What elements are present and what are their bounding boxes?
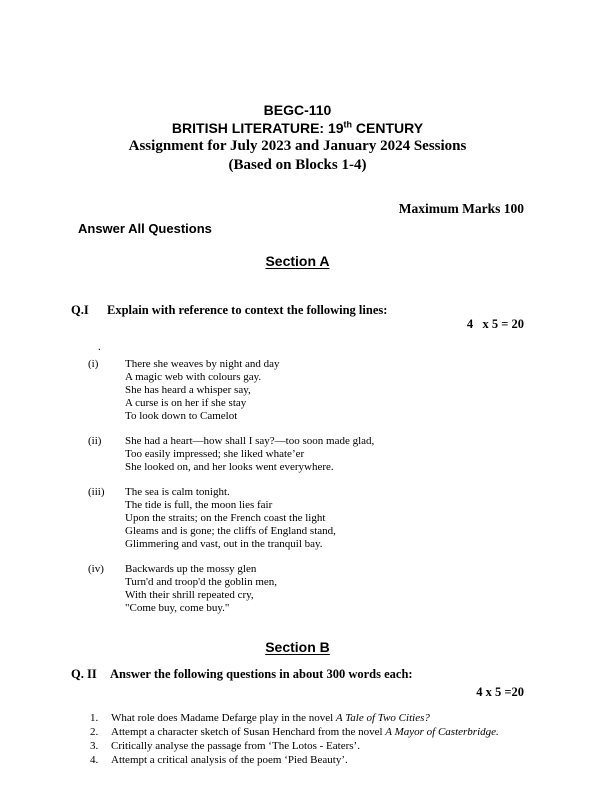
question-2-text: Answer the following questions in about 300 words each: [110, 667, 413, 681]
question-2-marks: 4 x 5 =20 [476, 685, 524, 699]
course-title-rest: CENTURY [352, 120, 424, 136]
poem-line: The sea is calm tonight. [125, 486, 230, 498]
question-2 [71, 667, 524, 681]
section-b-title-text: Section B [265, 639, 330, 655]
poem-line: Turn'd and troop'd the goblin men, [125, 576, 278, 588]
list-item-number: 3. [90, 740, 99, 752]
list-item-text [111, 753, 348, 767]
list-item-text-plain: Attempt a character sketch of Susan Henchard from the novel [111, 726, 386, 738]
course-title-superscript: th [343, 119, 353, 130]
stanza-ii [71, 435, 524, 474]
list-item [90, 739, 524, 753]
stanza-i-number: (i) [88, 358, 99, 370]
stanza-ii-lines [125, 435, 374, 474]
poem-line: She has heard a whisper say, [125, 384, 251, 396]
poem-line: Glimmering and vast, out in the tranquil bay. [125, 538, 323, 550]
poem-line: She had a heart—how shall I say?—too soon made glad, [125, 435, 375, 447]
poem-line: To look down to Camelot [125, 410, 238, 422]
list-item-text-italic: A Tale of Two Cities? [335, 712, 430, 724]
course-title [71, 119, 524, 137]
stanza-iv-number: (iv) [88, 563, 104, 575]
poem-line: There she weaves by night and day [125, 358, 280, 370]
poem-line: The tide is full, the moon lies fair [125, 499, 273, 511]
stanza-iii-lines [125, 486, 336, 551]
section-b-title [71, 639, 524, 656]
document-header [71, 101, 524, 175]
list-item [90, 711, 524, 725]
list-item-text-plain: What role does Madame Defarge play in the novel [111, 712, 336, 724]
list-item-number: 1. [90, 712, 99, 724]
poem-line: A curse is on her if she stay [125, 397, 247, 409]
stanza-iii [71, 486, 524, 551]
question-1-text: Explain with reference to context the following lines: [107, 303, 388, 317]
stanza-iii-number: (iii) [88, 486, 105, 498]
list-item-text-plain: Critically analyse the passage from ‘The Lotos - Eaters’. [111, 740, 360, 752]
poem-line: Too easily impressed; she liked whate’er [125, 448, 305, 460]
section-a-title [71, 253, 524, 270]
stray-period: . [98, 341, 101, 353]
list-item-text [111, 739, 360, 753]
question-2-label: Q. II [71, 667, 97, 681]
poem-line: "Come buy, come buy." [125, 602, 230, 614]
blocks-line: (Based on Blocks 1-4) [228, 157, 367, 173]
course-code: BEGC-110 [263, 102, 332, 118]
poem-line: A magic web with colours gay. [125, 371, 262, 383]
question-1-label: Q.I [71, 303, 89, 317]
list-item-text-italic: A Mayor of Casterbridge. [385, 726, 499, 738]
stanza-i [71, 358, 524, 423]
stanza-ii-number: (ii) [88, 435, 102, 447]
answer-all-questions: Answer All Questions [78, 221, 212, 236]
poem-line: Upon the straits; on the French coast the light [125, 512, 326, 524]
list-item [90, 753, 524, 767]
list-item-number: 2. [90, 726, 99, 738]
stanza-i-lines [125, 358, 280, 423]
poem-line: Gleams and is gone; the cliffs of England stand, [125, 525, 336, 537]
assignment-session-line: Assignment for July 2023 and January 2024 Sessions [128, 138, 467, 154]
maximum-marks: Maximum Marks 100 [398, 201, 524, 216]
poem-line: With their shrill repeated cry, [125, 589, 254, 601]
stanza-iv-lines [125, 563, 277, 615]
list-item-text [111, 725, 499, 739]
course-title-text: BRITISH LITERATURE: 19 [171, 120, 344, 136]
list-item-text [111, 711, 430, 725]
poem-line: Backwards up the mossy glen [125, 563, 257, 575]
stanza-iv [71, 563, 524, 615]
list-item [90, 725, 524, 739]
poem-line: She looked on, and her looks went everywhere. [125, 461, 334, 473]
section-a-title-text: Section A [265, 253, 330, 269]
list-item-text-plain: Attempt a critical analysis of the poem ‘Pied Beauty’. [111, 754, 348, 766]
question-1 [71, 303, 524, 317]
question-1-marks: 4 x 5 = 20 [466, 317, 524, 331]
list-item-number: 4. [90, 754, 99, 766]
question-2-list [90, 711, 524, 767]
